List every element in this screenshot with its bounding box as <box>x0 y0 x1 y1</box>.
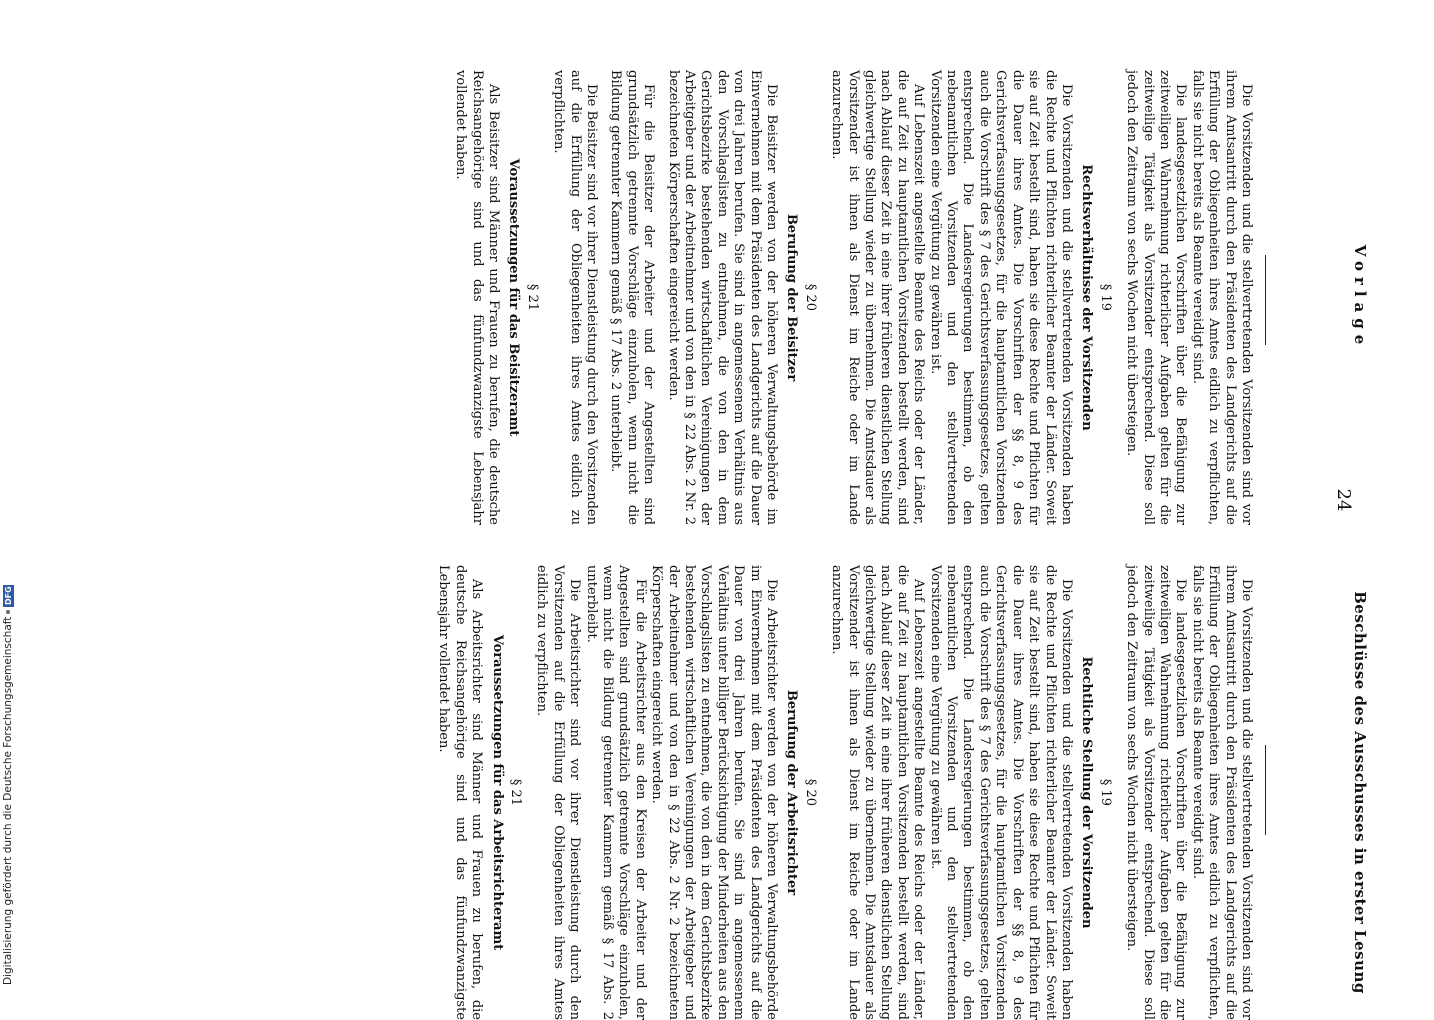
section-paragraph: Als Beisitzer sind Männer und Frauen zu berufen, die deutsche Reichsangehörige sind und das fünfundzwanzigste Lebensjahr vollendet haben. <box>453 70 501 525</box>
section-paragraph: Auf Lebenszeit angestellte Beamte des Reichs oder der Länder, die auf Zeit zu hauptamtlichen Vorsitzenden bestellt werden, sind nach Ablauf dieser Zeit in eine ihrer früheren dienstlichen Stellung gleichwertige Stellung wieder zu übernehmen. Die Amtsdauer als Vorsitzender ist ihnen als Dienst im Reiche oder im Lande anzurechnen. <box>829 565 927 1020</box>
section-paragraph: Die Vorsitzenden und die stellvertretenden Vorsitzenden haben die Rechte und Pflichten richterlicher Beamter der Länder. Soweit sie auf Zeit bestellt sind, haben sie diese Rechte und Pflichten für die Dauer ihres Amtes. Die Vorschriften der §§ 8, 9 des Gerichtsverfassungsgesetzes, für die hauptamtlichen Vorsitzenden auch die Vorschrift des § 7 des Gerichtsverfassungsgesetzes, gelten entsprechend. Die Landesregierungen bestimmen, ob den nebenamtlichen Vorsitzenden und den stellvertretenden Vorsitzenden eine Vergütung zu gewähren ist. <box>927 565 1074 1020</box>
right-column <box>435 565 1254 1020</box>
section-paragraph: Für die Arbeitsrichter aus den Kreisen der Arbeiter und der Angestellten sind grundsätzlich getrennte Vorschläge einzuholen, wenn nicht die Bildung getrennter Kammern gemäß § 17 Abs. 2 unterbleibt. <box>583 565 648 1020</box>
dfg-logo: DFG <box>3 586 13 605</box>
intro-paragraph: Die Vorsitzenden und die stellvertretenden Vorsitzenden sind vor ihrem Amtsantritt durch den Präsidenten des Landgerichts auf die Erfüllung der Obliegenheiten ihres Amtes eidlich zu verpflichten, falls sie nicht bereits als Beamte vereidigt sind. <box>1189 565 1254 1020</box>
intro-paragraph: Die landesgesetzlichen Vorschriften über die Befähigung zur zeitweiligen Wahrnehmung richterlicher Aufgaben gelten für die zeitweilige Tätigkeit als Vorsitzender entsprechend. Diese soll jedoch den Zeitraum von sechs Wochen nicht übersteigen. <box>1124 70 1189 525</box>
section-heading: Rechtsverhältnisse der Vorsitzenden <box>1079 164 1095 431</box>
section-number: § 20 <box>802 778 818 807</box>
intro-paragraph: Die Vorsitzenden und die stellvertretenden Vorsitzenden sind vor ihrem Amtsantritt durch den Präsidenten des Landgerichts auf die Erfüllung der Obliegenheiten ihres Amtes eidlich zu verpflichten, falls sie nicht bereits als Beamte vereidigt sind. <box>1189 70 1254 525</box>
section-number: § 19 <box>1097 778 1113 807</box>
section-paragraph: Die Beisitzer werden von der höheren Verwaltungsbehörde im Einvernehmen mit dem Präsidenten des Landgerichts auf die Dauer von drei Jahren berufen. Sie sind in angemessenem Verhältnis aus den Vorschlagslisten zu entnehmen, die von den in dem Gerichtsbezirke bestehenden wirtschaftlichen Vereinigungen der Arbeitgeber und der Arbeitnehmer und von den in § 22 Abs. 2 Nr. 2 bezeichneten Körperschaften eingereicht werden. <box>665 70 780 525</box>
intro-paragraph: Die landesgesetzlichen Vorschriften über die Befähigung zur zeitweiligen Wahrnehmung richterlicher Aufgaben gelten für die zeitweilige Tätigkeit als Vorsitzender entsprechend. Diese soll jedoch den Zeitraum von sechs Wochen nicht übersteigen. <box>1124 565 1189 1020</box>
section-paragraph: Die Arbeitsrichter werden von der höheren Verwaltungsbehörde im Einvernehmen mit dem Präsidenten des Landgerichts auf die Dauer von drei Jahren berufen. Sie sind in angemessenem Verhältnis unter billiger Berücksichtigung der Minderheiten aus den Vorschlagslisten zu entnehmen, die von den in dem Gerichtsbezirke bestehenden wirtschaftlichen Vereinigungen der Arbeitgeber und der Arbeitnehmer und von den in § 22 Abs. 2 Nr. 2 bezeichneten Körperschaften eingereicht werden. <box>649 565 780 1020</box>
section-number: § 21 <box>507 778 523 807</box>
separator-dot-icon <box>6 610 10 614</box>
funding-note <box>2 585 14 985</box>
section-heading: Rechtliche Stellung der Vorsitzenden <box>1079 656 1095 929</box>
section-number: § 19 <box>1097 283 1113 312</box>
left-column-heading: Vorlage <box>1351 244 1369 351</box>
section-paragraph: Die Arbeitsrichter sind vor ihrer Dienstleistung durch den Vorsitzenden auf die Erfüllung der Obliegenheiten ihres Amtes eidlich zu verpflichten. <box>534 565 583 1020</box>
section-paragraph: Die Vorsitzenden und die stellvertretenden Vorsitzenden haben die Rechte und Pflichten richterlicher Beamter der Länder. Soweit sie auf Zeit bestellt sind, haben sie diese Rechte und Pflichten für die Dauer ihres Amtes. Die Vorschriften der §§ 8, 9 des Gerichtsverfassungsgesetzes, für die hauptamtlichen Vorsitzenden auch die Vorschrift des § 7 des Gerichtsverfassungsgesetzes, gelten entsprechend. Die Landesregierungen bestimmen, ob den nebenamtlichen Vorsitzenden und den stellvertretenden Vorsitzenden eine Vergütung zu gewähren ist. <box>927 70 1074 525</box>
section-paragraph: Auf Lebenszeit angestellte Beamte des Reichs oder der Länder, die auf Zeit zu hauptamtlichen Vorsitzenden bestellt werden, sind nach Ablauf dieser Zeit in eine ihrer früheren dienstlichen Stellung gleichwertige Stellung wieder zu übernehmen. Die Amtsdauer als Vorsitzender ist ihnen als Dienst im Reiche oder im Lande anzurechnen. <box>829 70 927 525</box>
funding-text: Digitalisierung gefördert durch die Deutsche Forschungsgemeinschaft <box>2 616 14 985</box>
section-paragraph: Für die Beisitzer der Arbeiter und der Angestellten sind grundsätzlich getrennte Vorschläge einzuholen, wenn nicht die Bildung getrennter Kammern gemäß § 17 Abs. 2 unterbleibt. <box>608 70 657 525</box>
left-heading-rule <box>1265 255 1266 345</box>
section-heading: Berufung der Arbeitsrichter <box>784 689 800 896</box>
left-column <box>452 70 1254 525</box>
section-number: § 20 <box>802 283 818 312</box>
right-heading-rule <box>1265 745 1266 835</box>
section-paragraph: Als Arbeitsrichter sind Männer und Frauen zu berufen, die deutsche Reichsangehörige sind und das fünfundzwanzigste Lebensjahr vollendet haben. <box>436 565 485 1020</box>
page-number: 24 <box>1333 488 1354 512</box>
right-column-heading: Beschlüsse des Ausschusses in erster Lesung <box>1351 591 1369 994</box>
section-heading: Voraussetzungen für das Arbeitsrichteramt <box>489 634 505 951</box>
section-heading: Voraussetzungen für das Beisitzeramt <box>506 158 522 437</box>
section-paragraph: Die Beisitzer sind vor ihrer Dienstleistung durch den Vorsitzenden auf die Erfüllung der Obliegenheiten ihres Amtes eidlich zu verpflichten. <box>551 70 599 525</box>
section-number: § 21 <box>524 283 540 312</box>
section-heading: Berufung der Beisitzer <box>784 213 800 382</box>
